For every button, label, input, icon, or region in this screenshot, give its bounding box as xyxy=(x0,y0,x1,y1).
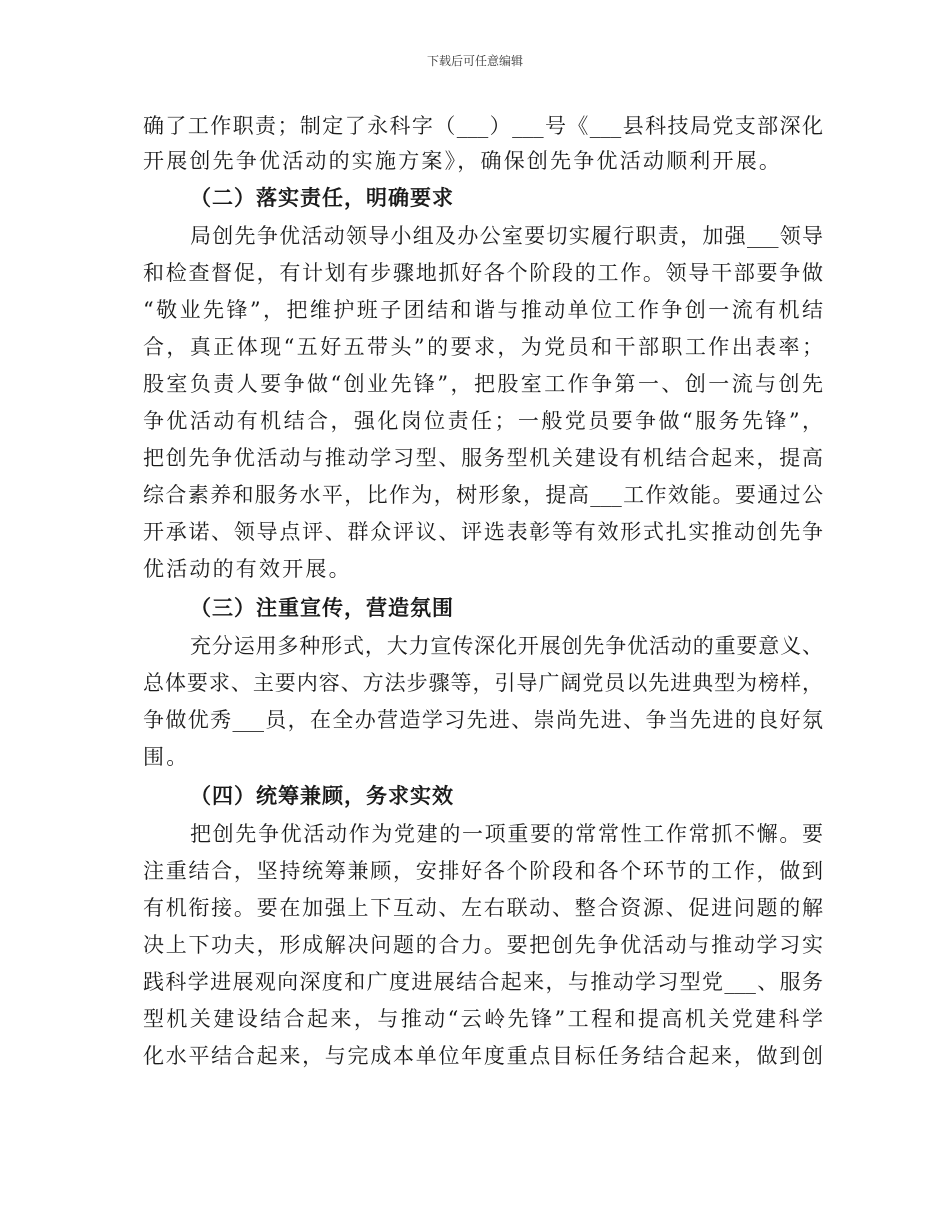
paragraph-line: 型机关建设结合起来，与推动“云岭先锋”工程和提高机关党建科学 xyxy=(143,1007,823,1031)
paragraph-line: 把创先争优活动与推动学习型、服务型机关建设有机结合起来，提高 xyxy=(143,446,823,470)
paragraph-line: 开承诺、领导点评、群众评议、评选表彰等有效形式扎实推动创先争 xyxy=(143,520,823,544)
paragraph-line: 综合素养和服务水平，比作为，树形象，提高___工作效能。要通过公 xyxy=(143,483,823,507)
section-heading-2: （二）落实责任，明确要求 xyxy=(190,186,454,210)
section-heading-4: （四）统筹兼顾，务求实效 xyxy=(190,784,454,808)
paragraph-line: 有机衔接。要在加强上下互动、左右联动、整合资源、促进问题的解 xyxy=(143,896,823,920)
paragraph-line: 化水平结合起来，与完成本单位年度重点目标任务结合起来，做到创 xyxy=(143,1044,823,1068)
paragraph-line: 把创先争优活动作为党建的一项重要的常常性工作常抓不懈。要 xyxy=(190,822,823,846)
paragraph-line: 决上下功夫，形成解决问题的合力。要把创先争优活动与推动学习实 xyxy=(143,933,823,957)
paragraph-line: 优活动的有效开展。 xyxy=(143,557,352,581)
paragraph-line: “敬业先锋”，把维护班子团结和谐与推动单位工作争创一流有机结 xyxy=(143,298,823,322)
paragraph-line: 股室负责人要争做“创业先锋”，把股室工作争第一、创一流与创先 xyxy=(143,372,823,396)
page-header-note: 下载后可任意编辑 xyxy=(426,54,523,68)
paragraph-line: 争做优秀___员，在全办营造学习先进、崇尚先进、争当先进的良好氛 xyxy=(143,708,823,732)
paragraph-line: 践科学进展观向深度和广度进展结合起来，与推动学习型党___、服务 xyxy=(143,970,823,994)
paragraph-line: 充分运用多种形式，大力宣传深化开展创先争优活动的重要意义、 xyxy=(190,634,823,658)
paragraph-line: 围。 xyxy=(143,745,190,769)
paragraph-line: 和检查督促，有计划有步骤地抓好各个阶段的工作。领导干部要争做 xyxy=(143,261,823,285)
paragraph-line: 总体要求、主要内容、方法步骤等，引导广阔党员以先进典型为榜样， xyxy=(143,671,823,695)
paragraph-line: 争优活动有机结合，强化岗位责任；一般党员要争做“服务先锋”， xyxy=(143,409,823,433)
paragraph-line: 开展创先争优活动的实施方案》，确保创先争优活动顺利开展。 xyxy=(143,149,783,173)
paragraph-line: 局创先争优活动领导小组及办公室要切实履行职责，加强___领导 xyxy=(190,224,823,248)
paragraph-line: 确了工作职责；制定了永科字（___）___号《___县科技局党支部深化 xyxy=(143,114,823,138)
section-heading-3: （三）注重宣传，营造氛围 xyxy=(190,596,454,620)
paragraph-line: 注重结合，坚持统筹兼顾，安排好各个阶段和各个环节的工作，做到 xyxy=(143,859,823,883)
paragraph-line: 合，真正体现“五好五带头”的要求，为党员和干部职工作出表率； xyxy=(143,335,823,359)
